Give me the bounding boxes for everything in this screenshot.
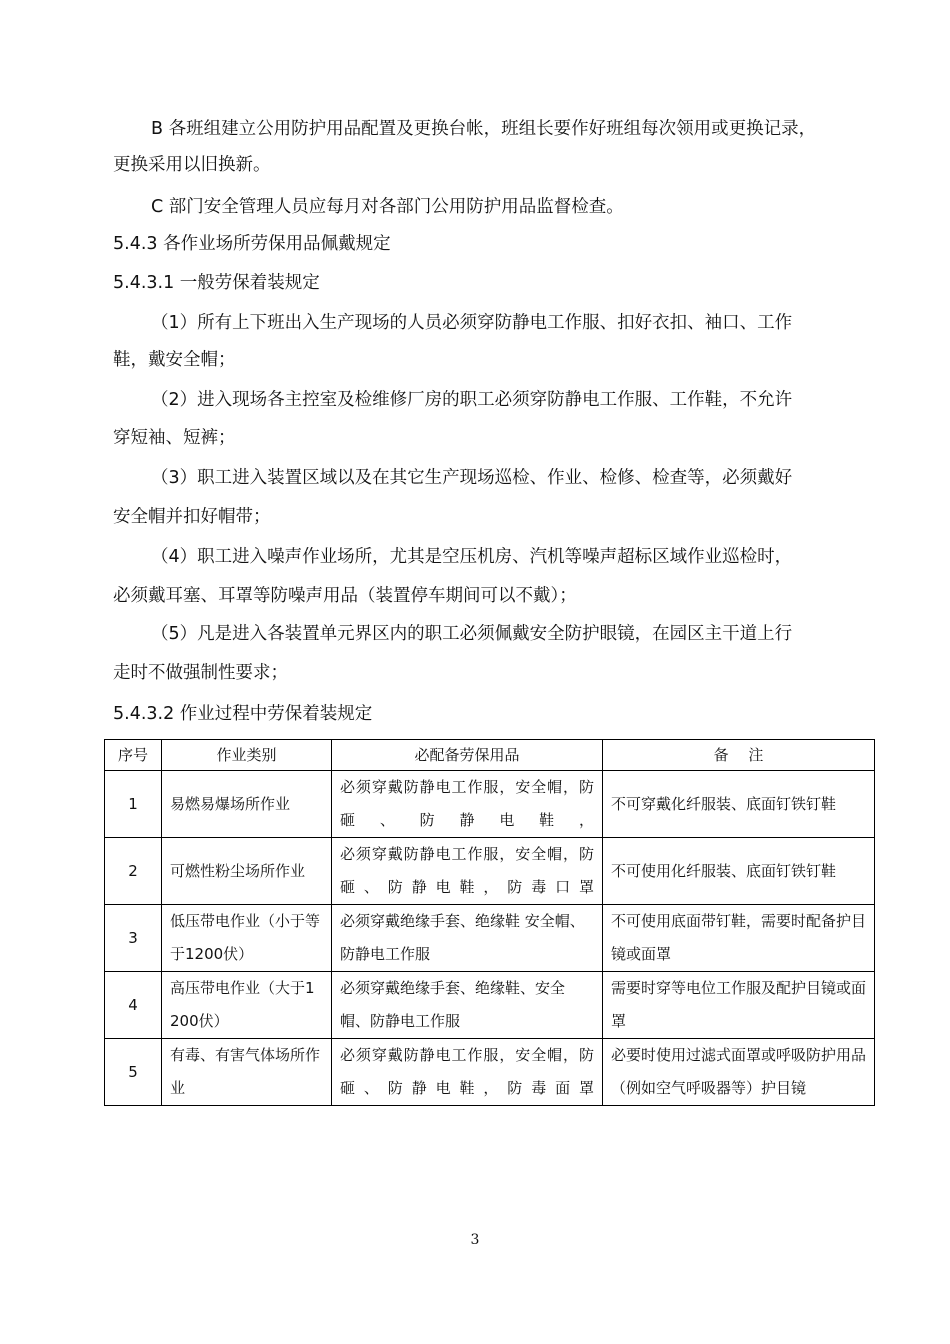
paragraph-c: C 部门安全管理人员应每月对各部门公用防护用品监督检查。 xyxy=(151,197,624,217)
row-ppe-text: 必须穿戴防静电工作服，安全帽，防砸、防静电鞋， xyxy=(340,778,594,829)
row-note-text: 不可使用底面带钉鞋，需要时配备护目镜或面罩 xyxy=(611,912,867,963)
row-note-text: 不可穿戴化纤服装、底面钉铁钉鞋 xyxy=(611,794,837,813)
row-category xyxy=(162,1039,332,1106)
table-row xyxy=(105,972,875,1039)
header-category: 作业类别 xyxy=(162,740,332,771)
row-note-text: 必要时使用过滤式面罩或呼吸防护用品（例如空气呼吸器等）护目镜 xyxy=(611,1046,867,1097)
item-4-line1: （4）职工进入噪声作业场所，尤其是空压机房、汽机等噪声超标区域作业巡检时， xyxy=(151,547,793,567)
header-note: 备 注 xyxy=(603,740,875,771)
row-category xyxy=(162,838,332,905)
header-ppe: 必配备劳保用品 xyxy=(332,740,603,771)
row-no: 4 xyxy=(105,972,162,1039)
row-category-text: 高压带电作业（大于1200伏） xyxy=(170,979,315,1030)
row-ppe xyxy=(332,1039,603,1106)
item-3-line1: （3）职工进入装置区域以及在其它生产现场巡检、作业、检修、检查等，必须戴好 xyxy=(151,468,793,488)
heading-5-4-3: 5.4.3 各作业场所劳保用品佩戴规定 xyxy=(113,234,391,254)
row-note xyxy=(603,771,875,838)
row-note xyxy=(603,905,875,972)
header-no: 序号 xyxy=(105,740,162,771)
row-category-text: 可燃性粉尘场所作业 xyxy=(170,861,306,880)
row-ppe xyxy=(332,972,603,1039)
item-4-line2: 必须戴耳塞、耳罩等防噪声用品（装置停车期间可以不戴）； xyxy=(113,586,577,606)
row-ppe xyxy=(332,905,603,972)
row-no: 3 xyxy=(105,905,162,972)
heading-5-4-3-1: 5.4.3.1 一般劳保着装规定 xyxy=(113,273,320,293)
row-category-text: 有毒、有害气体场所作业 xyxy=(170,1046,321,1097)
item-1-line2: 鞋，戴安全帽； xyxy=(113,350,236,370)
row-ppe xyxy=(332,771,603,838)
item-2-line1: （2）进入现场各主控室及检维修厂房的职工必须穿防静电工作服、工作鞋，不允许 xyxy=(151,390,793,410)
row-ppe-text: 必须穿戴防静电工作服，安全帽，防砸、防静电鞋，防毒口罩 xyxy=(340,845,594,896)
item-5-line1: （5）凡是进入各装置单元界区内的职工必须佩戴安全防护眼镜，在园区主干道上行 xyxy=(151,624,793,644)
item-2-line2: 穿短袖、短裤； xyxy=(113,428,236,448)
heading-5-4-3-2: 5.4.3.2 作业过程中劳保着装规定 xyxy=(113,704,373,724)
row-note xyxy=(603,838,875,905)
row-category-text: 低压带电作业（小于等于1200伏） xyxy=(170,912,321,963)
paragraph-b-line1: B 各班组建立公用防护用品配置及更换台帐，班组长要作好班组每次领用或更换记录， xyxy=(151,119,817,139)
row-note-text: 需要时穿等电位工作服及配护目镜或面罩 xyxy=(611,979,867,1030)
row-category-text: 易燃易爆场所作业 xyxy=(170,794,291,813)
paragraph-b-line2: 更换采用以旧换新。 xyxy=(113,155,271,175)
row-category xyxy=(162,771,332,838)
item-5-line2: 走时不做强制性要求； xyxy=(113,663,288,683)
page-number: 3 xyxy=(470,1232,480,1248)
row-note-text: 不可使用化纤服装、底面钉铁钉鞋 xyxy=(611,861,837,880)
row-ppe-text: 必须穿戴防静电工作服，安全帽，防砸、防静电鞋，防毒面罩 xyxy=(340,1046,594,1097)
row-note xyxy=(603,1039,875,1106)
item-3-line2: 安全帽并扣好帽带； xyxy=(113,507,271,527)
row-no: 5 xyxy=(105,1039,162,1106)
row-no: 2 xyxy=(105,838,162,905)
row-category xyxy=(162,905,332,972)
ppe-table xyxy=(104,739,875,1106)
row-ppe xyxy=(332,838,603,905)
table-row xyxy=(105,905,875,972)
table-row xyxy=(105,838,875,905)
table-row xyxy=(105,771,875,838)
item-1-line1: （1）所有上下班出入生产现场的人员必须穿防静电工作服、扣好衣扣、袖口、工作 xyxy=(151,313,793,333)
row-ppe-text: 必须穿戴绝缘手套、绝缘鞋、安全帽、防静电工作服 xyxy=(340,979,566,1030)
table-row xyxy=(105,1039,875,1106)
row-no: 1 xyxy=(105,771,162,838)
table-header-row xyxy=(105,740,875,771)
row-category xyxy=(162,972,332,1039)
row-ppe-text: 必须穿戴绝缘手套、绝缘鞋 安全帽、防静电工作服 xyxy=(340,912,585,963)
row-note xyxy=(603,972,875,1039)
